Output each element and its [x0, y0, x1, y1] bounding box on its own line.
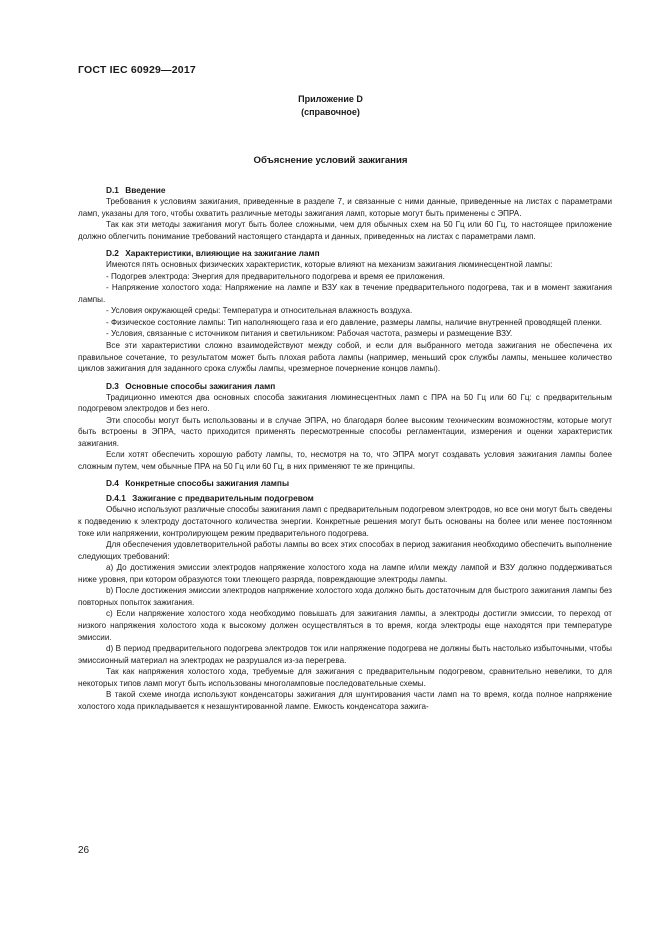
requirement-item: d) В период предварительного подогрева электродов ток или напряжение подогрева не должны быть настолько избыточными, чтобы эмиссионный материал на электродах не разрушался из-за перегрева.	[78, 644, 612, 665]
requirement-item: c) Если напряжение холостого хода необходимо повышать для зажигания лампы, а электроды достигли эмиссии, то переход от низкого напряжения холостого хода к высокому должен осуществляться в то время, когда электроды еще находятся при температуре эмиссии.	[78, 609, 612, 642]
paragraph: Так как эти методы зажигания могут быть более сложными, чем для обычных схем на 50 Гц или 60 Гц, то настоящее приложение должно облегчить понимание требований настоящего стандарта и данных, приведенных на листах с параметрами ламп.	[78, 220, 612, 241]
list-item: - Напряжение холостого хода: Напряжение на лампе и ВЗУ как в течение предварительного подогрева, так и в момент зажигания лампы.	[78, 283, 612, 304]
paragraph: Требования к условиям зажигания, приведенные в разделе 7, и связанные с ними данные, приведенные на листах с параметрами ламп, указаны для того, чтобы охватить различные методы зажигания ламп, которые могут быть применены с ЭПРА.	[78, 197, 612, 218]
paragraph: Имеются пять основных физических характеристик, которые влияют на механизм зажигания люминесцентной лампы:	[106, 260, 553, 270]
section-number: D.3	[106, 380, 119, 391]
section-number: D.4	[106, 478, 119, 489]
paragraph: Если хотят обеспечить хорошую работу лампы, то, несмотря на то, что ЭПРА могут создавать условия зажигания лампы более сложным путем, чем обычные ПРА на 50 Гц или 60 Гц, в них применяют те же принципы.	[78, 450, 612, 471]
list-item: - Условия окружающей среды: Температура и относительная влажность воздуха.	[106, 306, 413, 316]
annex-title: Приложение D	[298, 94, 363, 104]
document-header: ГОСТ IEC 60929—2017	[78, 64, 196, 76]
section-heading-d2	[78, 247, 612, 259]
section-title: Основные способы зажигания ламп	[125, 380, 276, 391]
requirement-item: b) После достижения эмиссии электродов напряжение холостого хода должно быть достаточным для быстрого зажигания лампы без повторных попыток зажигания.	[78, 586, 612, 607]
paragraph: Все эти характеристики сложно взаимодействуют между собой, и если для выбранного метода зажигания не обеспечена их правильное сочетание, то результатом может быть плохая работа лампы (например, меньший срок службы лампы, меньшее количество циклов зажигания для заданного срока службы лампы, чрезмерное почернение концов лампы).	[78, 341, 612, 374]
requirement-item: a) До достижения эмиссии электродов напряжение холостого хода на лампе и/или между лампой и ВЗУ должно поддерживаться ниже уровня, при котором образуются токи тлеющего разряда, повреждающие электроды лампы.	[78, 563, 612, 584]
section-title: Конкретные способы зажигания лампы	[125, 478, 290, 489]
section-title: Характеристики, влияющие на зажигание ламп	[125, 248, 320, 259]
annex-type: (справочное)	[301, 107, 360, 117]
paragraph: Эти способы могут быть использованы и в случае ЭПРА, но благодаря более высоким техническим возможностям, которые могут быть встроены в ЭПРА, часто приходится применять пересмотренные способы регламентации, измерения и оценки характеристик зажигания.	[78, 415, 612, 448]
section-heading-d4-1	[78, 492, 612, 504]
paragraph: Традиционно имеются два основных способа зажигания люминесцентных ламп с ПРА на 50 Гц или 60 Гц: с предварительным подогревом электродов и без него.	[78, 392, 612, 414]
paragraph: Обычно используют различные способы зажигания ламп с предварительным подогревом электродов, но все они могут быть сведены к подведению к электроду достаточного количества энергии. Конкретные решения могут быть основаны на более или менее постоянном токе или напряжении, контролирующем режим предварительного подогрева.	[78, 505, 612, 538]
paragraph: В такой схеме иногда используют конденсаторы зажигания для шунтирования части ламп на то время, когда полное напряжение холостого хода прикладывается к незашунтированной лампе. Емкость конденсатора зажига-	[78, 690, 612, 711]
section-number: D.2	[106, 248, 119, 259]
section-heading-d1	[78, 184, 612, 196]
document-body	[78, 184, 612, 712]
list-item: - Физическое состояние лампы: Тип наполняющего газа и его давление, размеры лампы, наличие внутренней проводящей пленки.	[106, 317, 602, 327]
list-item: - Условия, связанные с источником питания и светильником: Рабочая частота, размеры и размещение ВЗУ.	[106, 329, 513, 339]
section-title: Введение	[125, 185, 166, 195]
section-heading-d3	[78, 380, 612, 392]
annex-heading	[0, 93, 661, 119]
section-number: D.1	[106, 185, 119, 195]
list-item: - Подогрев электрода: Энергия для предварительного подогрева и время ее приложения.	[106, 271, 445, 281]
section-heading-d4	[78, 477, 612, 489]
paragraph: Для обеспечения удовлетворительной работы лампы во всех этих способах в период зажигания необходимо обеспечить выполнение следующих требований:	[78, 540, 612, 561]
page-number: 26	[78, 845, 90, 856]
paragraph: Так как напряжения холостого хода, требуемые для зажигания с предварительным подогревом, сравнительно невелики, то для некоторых типов ламп могут быть использованы многоламповые последовательные схемы.	[78, 667, 612, 688]
section-number: D.4.1	[106, 493, 126, 504]
section-title: Зажигание с предварительным подогревом	[132, 493, 314, 504]
document-title: Объяснение условий зажигания	[253, 155, 408, 166]
